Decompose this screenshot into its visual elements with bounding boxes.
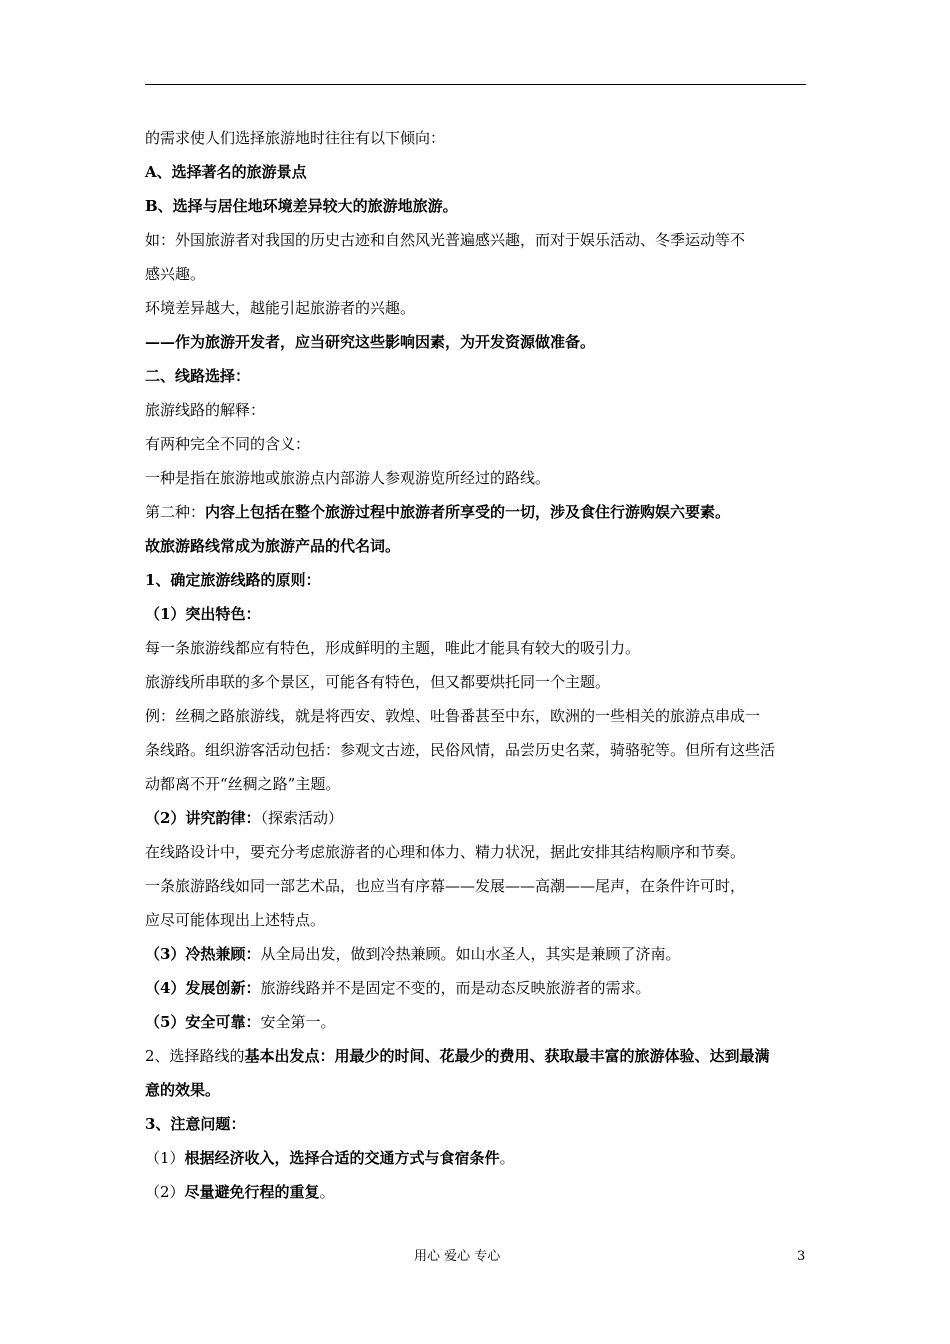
text-line [145, 808, 815, 828]
text-line [145, 264, 815, 284]
text-segment: 从全局出发，做到冷热兼顾。如山水圣人，其实是兼顾了济南。 [260, 945, 681, 963]
bold-text-segment: （5）安全可靠： [145, 1013, 261, 1031]
bold-text-segment: 3、注意问题： [145, 1115, 246, 1133]
text-line [145, 842, 815, 862]
text-line [145, 400, 815, 420]
text-segment: 感兴趣。 [145, 265, 206, 283]
text-line [145, 672, 815, 692]
text-segment: 2、选择路线的 [145, 1047, 245, 1065]
text-segment: 每一条旅游线都应有特色，形成鲜明的主题，唯此才能具有较大的吸引力。 [145, 639, 641, 657]
bold-text-segment: A、选择著名的旅游景点 [145, 163, 307, 181]
bold-text-segment: 内容上包括在整个旅游过程中旅游者所享受的一切，涉及食住行游购娱六要素。 [205, 503, 731, 521]
footer-motto: 用心 爱心 专心 [414, 1249, 501, 1264]
text-line [145, 196, 815, 216]
text-line [145, 162, 815, 182]
bold-text-segment: 根据经济收入，选择合适的交通方式与食宿条件 [184, 1149, 500, 1167]
text-line [145, 298, 815, 318]
text-segment: （探索活动） [260, 809, 343, 827]
text-line [145, 910, 815, 930]
bold-text-segment: 1、确定旅游线路的原则： [145, 571, 321, 589]
text-segment: 在线路设计中，要充分考虑旅游者的心理和体力、精力状况，据此安排其结构顺序和节奏。 [145, 843, 746, 861]
page-number: 3 [797, 1249, 806, 1264]
text-segment: 动都离不开“丝稠之路”主题。 [145, 775, 341, 793]
text-line [145, 604, 815, 624]
text-line [145, 774, 815, 794]
text-line [145, 1012, 815, 1032]
text-segment: 。 [499, 1149, 515, 1167]
bold-text-segment: B、选择与居住地环境差异较大的旅游地旅游。 [145, 197, 458, 215]
bold-text-segment: （3）冷热兼顾： [145, 945, 261, 963]
text-segment: 环境差异越大，越能引起旅游者的兴趣。 [145, 299, 416, 317]
text-segment: 安全第一。 [260, 1013, 336, 1031]
text-line [145, 1148, 815, 1168]
text-segment: （1） [145, 1149, 185, 1167]
text-line [145, 230, 815, 250]
bold-text-segment: 故旅游路线常成为旅游产品的代名词。 [145, 537, 401, 555]
text-line [145, 434, 815, 454]
text-line [145, 638, 815, 658]
text-segment: 条线路。组织游客活动包括：参观文古迹，民俗风情，品尝历史名菜，骑骆驼等。但所有这些活 [145, 741, 776, 759]
text-line [145, 332, 815, 352]
text-line [145, 978, 815, 998]
bold-text-segment: （2）讲究韵律： [145, 809, 261, 827]
bold-text-segment: （4）发展创新： [145, 979, 261, 997]
text-segment: 一种是指在旅游地或旅游点内部游人参观游览所经过的路线。 [145, 469, 551, 487]
text-line [145, 876, 815, 896]
bold-text-segment: 二、线路选择： [145, 367, 251, 385]
bold-text-segment: 基本出发点：用最少的时间、花最少的费用、获取最丰富的旅游体验、达到最满 [244, 1047, 770, 1065]
text-segment: 旅游线路并不是固定不变的，而是动态反映旅游者的需求。 [260, 979, 651, 997]
header-rule [145, 84, 806, 85]
text-line [145, 468, 815, 488]
text-line [145, 706, 815, 726]
text-segment: 第二种： [145, 503, 206, 521]
text-line [145, 366, 815, 386]
text-segment: 应尽可能体现出上述特点。 [145, 911, 326, 929]
text-line [145, 1046, 815, 1066]
text-line [145, 1182, 815, 1202]
text-line [145, 1080, 815, 1100]
text-line [145, 944, 815, 964]
bold-text-segment: （1）突出特色： [145, 605, 261, 623]
text-line [145, 740, 815, 760]
text-segment: 旅游线所串联的多个景区，可能各有特色，但又都要烘托同一个主题。 [145, 673, 611, 691]
text-line [145, 502, 815, 522]
text-segment: （2） [145, 1183, 185, 1201]
text-segment: 有两种完全不同的含义： [145, 435, 311, 453]
text-segment: 旅游线路的解释： [145, 401, 266, 419]
text-segment: 的需求使人们选择旅游地时往往有以下倾向： [145, 129, 446, 147]
text-segment: 如：外国旅游者对我国的历史古迹和自然风光普遍感兴趣，而对于娱乐活动、冬季运动等不 [145, 231, 746, 249]
text-line [145, 536, 815, 556]
text-segment: 一条旅游路线如同一部艺术品，也应当有序幕——发展——高潮——尾声，在条件许可时， [145, 877, 746, 895]
bold-text-segment: 意的效果。 [145, 1081, 221, 1099]
text-line [145, 570, 815, 590]
text-line [145, 128, 815, 148]
bold-text-segment: 尽量避免行程的重复 [184, 1183, 320, 1201]
text-segment: 例：丝稠之路旅游线，就是将西安、敦煌、吐鲁番甚至中东，欧洲的一些相关的旅游点串成一 [145, 707, 761, 725]
text-line [145, 1114, 815, 1134]
text-segment: 。 [319, 1183, 335, 1201]
bold-text-segment: ——作为旅游开发者，应当研究这些影响因素，为开发资源做准备。 [145, 333, 596, 351]
